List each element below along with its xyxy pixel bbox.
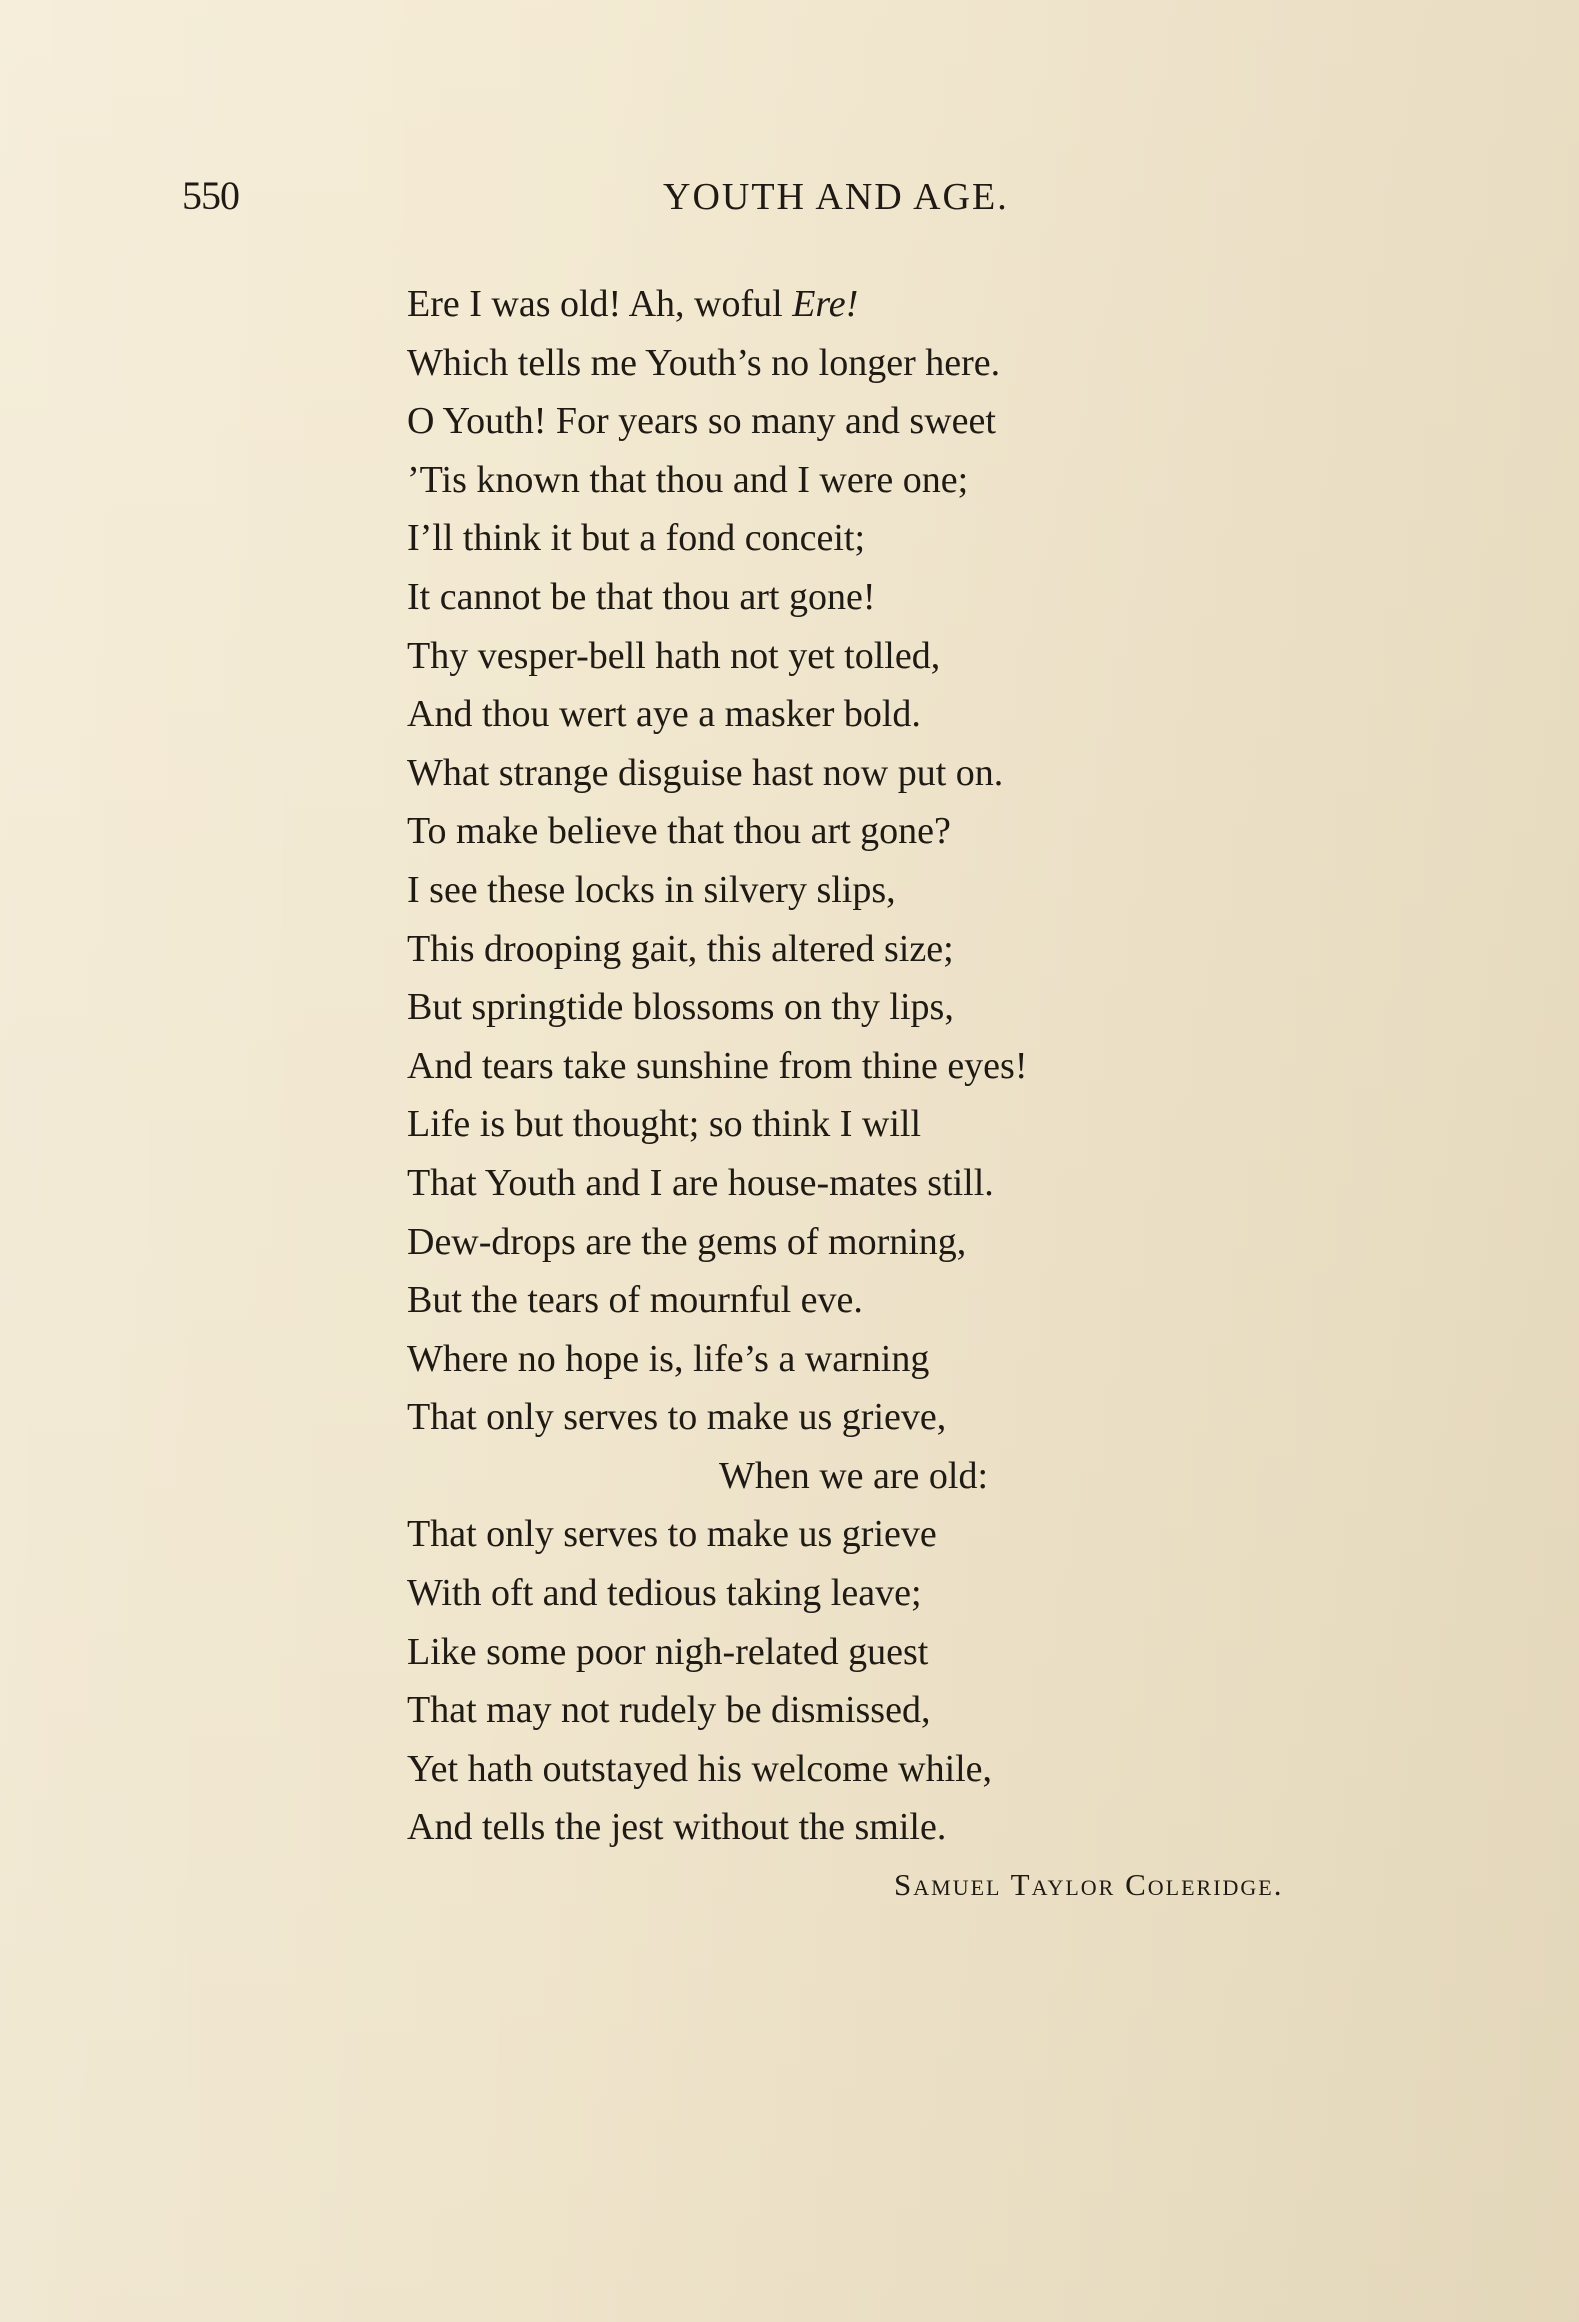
poem-line: I see these locks in silvery slips,: [407, 868, 896, 911]
poem-line: Where no hope is, life’s a warning: [407, 1337, 930, 1380]
poem-line: And tells the jest without the smile.: [407, 1806, 947, 1849]
poem-line: O Youth! For years so many and sweet: [407, 400, 996, 443]
page-number: 550: [182, 173, 239, 218]
poem-line: Thy vesper-bell hath not yet tolled,: [407, 634, 941, 677]
poem-line: With oft and tedious taking leave;: [407, 1572, 922, 1615]
poem-line: But the tears of mournful eve.: [407, 1279, 863, 1322]
poem-line: That Youth and I are house-mates still.: [407, 1161, 994, 1204]
poem-line: But springtide blossoms on thy lips,: [407, 986, 954, 1029]
poem-line: And thou wert aye a masker bold.: [407, 693, 921, 736]
poem-line: It cannot be that thou art gone!: [407, 575, 876, 618]
poem-line: What strange disguise hast now put on.: [407, 751, 1004, 794]
poem: [407, 275, 1407, 1857]
author-attribution: Samuel Taylor Coleridge.: [894, 1867, 1284, 1902]
poem-line: That only serves to make us grieve,: [407, 1396, 947, 1439]
poem-line: That only serves to make us grieve: [407, 1513, 937, 1556]
poem-line: Yet hath outstayed his welcome while,: [407, 1747, 993, 1790]
poem-line-italic-text: Ere!: [792, 283, 859, 325]
poem-line: ’Tis known that thou and I were one;: [407, 458, 969, 501]
poem-line: To make believe that thou art gone?: [407, 810, 951, 853]
poem-line: Dew-drops are the gems of morning,: [407, 1220, 967, 1263]
poem-line: Life is but thought; so think I will: [407, 1103, 922, 1146]
poem-line-text: Ere I was old! Ah, woful: [407, 283, 793, 325]
poem-line: I’ll think it but a fond conceit;: [407, 517, 866, 560]
poem-line: And tears take sunshine from thine eyes!: [407, 1044, 1028, 1087]
poem-line: [407, 275, 1407, 334]
running-head: YOUTH AND AGE.: [663, 176, 1009, 218]
poem-line: Which tells me Youth’s no longer here.: [407, 341, 1001, 384]
poem-line-indented: When we are old:: [719, 1454, 989, 1497]
poem-line: That may not rudely be dismissed,: [407, 1689, 931, 1732]
poem-line: This drooping gait, this altered size;: [407, 927, 954, 970]
poem-line: Like some poor nigh-related guest: [407, 1630, 929, 1673]
